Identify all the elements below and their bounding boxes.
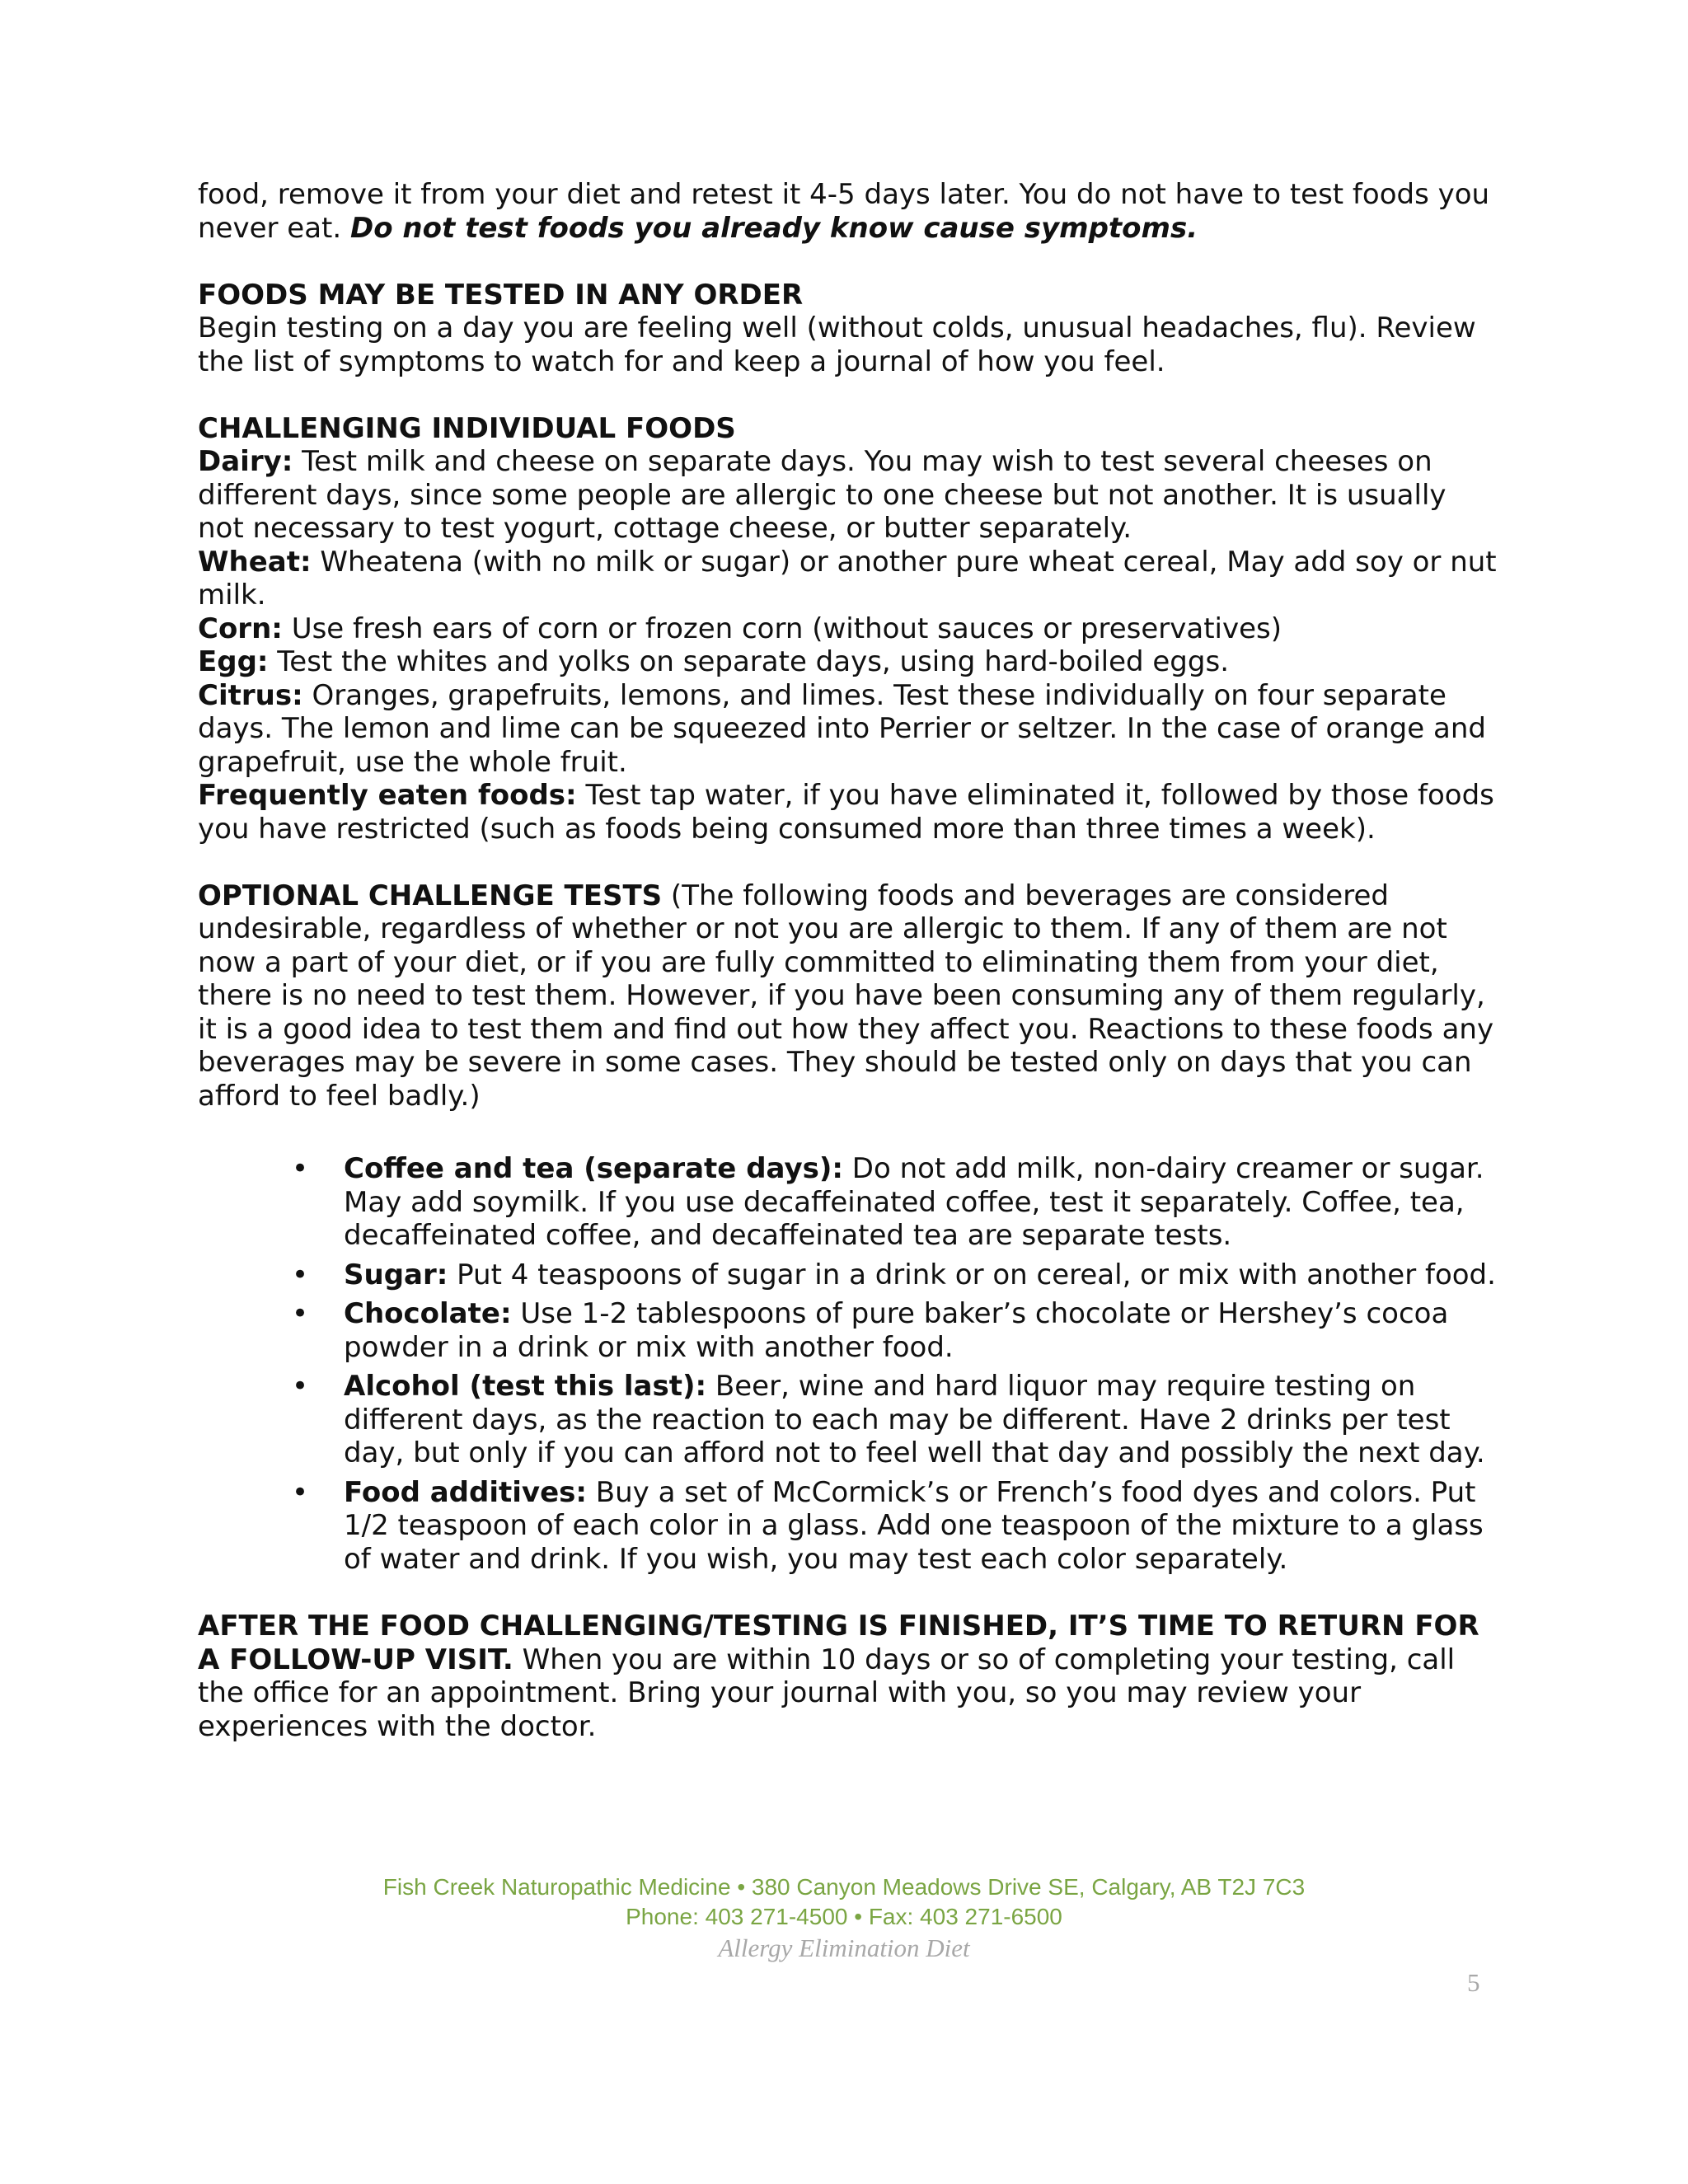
footer-contact: Phone: 403 271-4500 • Fax: 403 271-6500	[626, 1904, 1062, 1929]
food-item-label: Corn:	[198, 612, 283, 645]
food-item-text: Wheatena (with no milk or sugar) or another pure wheat cereal, May add soy or nut milk.	[198, 545, 1497, 612]
list-item-text: Do not add milk, non-dairy creamer or sugar. May add soymilk. If you use decaffeinated coffee, test it separately. Coffee, tea, decaffeinated coffee, and decaffeinated tea are separate tests.	[344, 1152, 1484, 1252]
bullet-icon: •	[292, 1297, 309, 1330]
food-item-text: Test milk and cheese on separate days. You may wish to test several cheeses on different days, since some people are allergic to one cheese but not another. It is usually not necessary to test yogurt, cottage cheese, or butter separately.	[198, 445, 1447, 545]
food-item-citrus	[198, 679, 1500, 780]
section-optional-heading: OPTIONAL CHALLENGE TESTS	[198, 879, 663, 912]
list-item-text: Put 4 teaspoons of sugar in a drink or on cereal, or mix with another food.	[448, 1258, 1496, 1291]
food-item-dairy	[198, 445, 1500, 546]
list-item-text: Buy a set of McCormick’s or French’s food dyes and colors. Put 1/2 teaspoon of each color in a glass. Add one teaspoon of the mixture to a glass of water and drink. If you wish, you may test each color separately.	[344, 1475, 1484, 1576]
list-item-chocolate	[198, 1297, 1500, 1364]
food-item-text: Use fresh ears of corn or frozen corn (without sauces or preservatives)	[282, 612, 1282, 645]
footer-doc-title: Allergy Elimination Diet	[718, 1933, 970, 1962]
food-item-label: Citrus:	[198, 678, 303, 712]
food-item-text: Test the whites and yolks on separate days, using hard-boiled eggs.	[268, 645, 1229, 678]
food-item-label: Dairy:	[198, 445, 293, 478]
intro-text: food, remove it from your diet and retest it 4-5 days later. You do not have to test foods you never eat.	[198, 178, 1490, 245]
section-followup-paragraph	[198, 1610, 1500, 1743]
food-item-text: Test tap water, if you have eliminated it, followed by those foods you have restricted (such as foods being consumed more than three times a week).	[198, 779, 1494, 846]
section-individual-heading: CHALLENGING INDIVIDUAL FOODS	[198, 411, 736, 445]
food-item-label: Frequently eaten foods:	[198, 779, 577, 812]
list-item-label: Sugar:	[344, 1258, 448, 1291]
bullet-icon: •	[292, 1152, 309, 1185]
food-item-frequent	[198, 779, 1500, 846]
list-item-text: Use 1-2 tablespoons of pure baker’s chocolate or Hershey’s cocoa powder in a drink or mix with another food.	[344, 1297, 1449, 1364]
food-item-wheat	[198, 546, 1500, 612]
page-content	[198, 178, 1500, 1743]
section-order-body: Begin testing on a day you are feeling well (without colds, unusual headaches, flu). Review the list of symptoms to watch for and keep a journal of how you feel.	[198, 312, 1476, 378]
bullet-icon: •	[292, 1475, 309, 1509]
list-item-alcohol	[198, 1370, 1500, 1470]
footer-address: Fish Creek Naturopathic Medicine • 380 Canyon Meadows Drive SE, Calgary, AB T2J 7C3	[382, 1874, 1306, 1900]
intro-paragraph	[198, 178, 1500, 245]
food-item-egg	[198, 645, 1500, 679]
bullet-icon: •	[292, 1370, 309, 1403]
page-footer	[0, 1872, 1688, 1965]
bullet-icon: •	[292, 1258, 309, 1291]
list-item-label: Chocolate:	[344, 1297, 512, 1330]
page-number: 5	[1467, 1968, 1480, 1997]
list-item-coffee-tea	[198, 1152, 1500, 1253]
list-item-label: Coffee and tea (separate days):	[344, 1152, 843, 1185]
list-item-food-additives	[198, 1476, 1500, 1577]
section-order-heading: FOODS MAY BE TESTED IN ANY ORDER	[198, 278, 804, 312]
list-item-label: Alcohol (test this last):	[344, 1370, 707, 1403]
optional-tests-list	[198, 1152, 1500, 1576]
section-followup-body: When you are within 10 days or so of completing your testing, call the office for an appointment. Bring your journal with you, so you may review your experiences with the doctor.	[198, 1643, 1456, 1743]
food-item-label: Wheat:	[198, 545, 312, 579]
section-followup-heading: AFTER THE FOOD CHALLENGING/TESTING IS FINISHED, IT’S TIME TO RETURN FOR A FOLLOW-UP VISIT.	[198, 1610, 1479, 1676]
list-item-label: Food additives:	[344, 1475, 587, 1509]
section-optional-body: (The following foods and beverages are considered undesirable, regardless of whether or not you are allergic to them. If any of them are not now a part of your diet, or if you are fully committed to eliminating them from your diet, there is no need to test them. However, if you have been consuming any of them regularly, it is a good idea to test them and find out how they affect you. Reactions to these foods any beverages may be severe in some cases. They should be tested only on days that you can afford to feel badly.)	[198, 879, 1494, 1113]
section-optional-paragraph	[198, 879, 1500, 1113]
food-item-label: Egg:	[198, 645, 269, 678]
intro-emphasis: Do not test foods you already know cause symptoms.	[350, 211, 1198, 245]
food-item-corn	[198, 612, 1500, 646]
list-item-text: Beer, wine and hard liquor may require testing on different days, as the reaction to each may be different. Have 2 drinks per test day, but only if you can afford not to feel well that day and possibly the next day.	[344, 1370, 1485, 1469]
food-item-text: Oranges, grapefruits, lemons, and limes. Test these individually on four separate days. The lemon and lime can be squeezed into Perrier or seltzer. In the case of orange and grapefruit, use the whole fruit.	[198, 678, 1486, 779]
list-item-sugar	[198, 1258, 1500, 1292]
